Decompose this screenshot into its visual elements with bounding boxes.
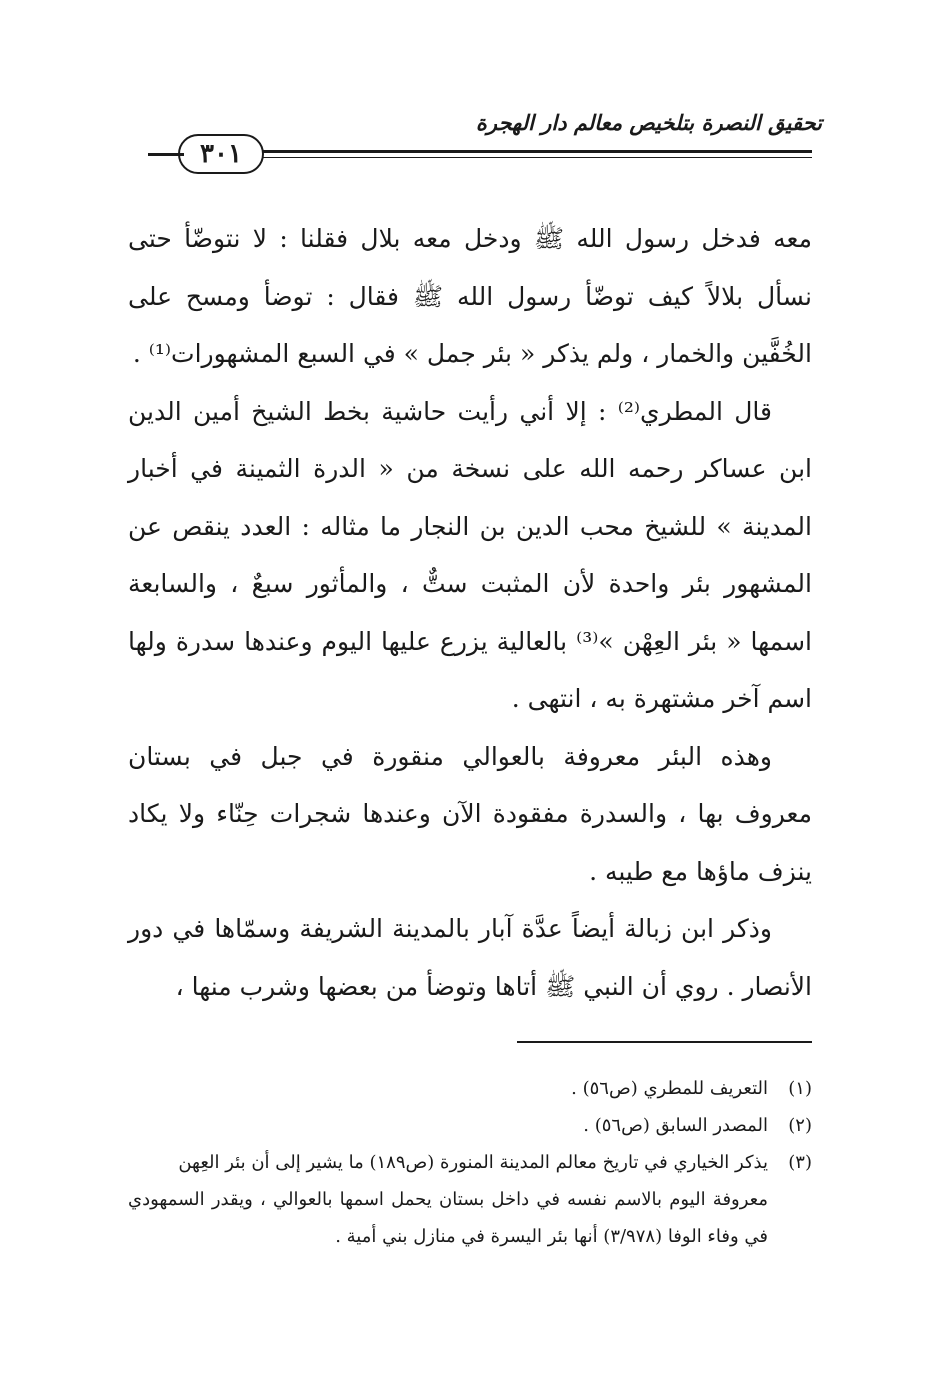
footnote-text: المصدر السابق (ص٥٦) .	[583, 1115, 768, 1136]
paragraph: قال المطري⁽²⁾ : إلا أني رأيت حاشية بخط الشيخ أمين الدين ابن عساكر رحمه الله على نسخة من « الدرة الثمينة في أخبار المدينة » للشيخ محب الدين بن النجار ما مثاله : العدد ينقص عن المشهور بئر واحدة لأن المثبت ستٌّ ، والمأثور سبعٌ ، والسابعة اسمها « بئر العِهْن »⁽³⁾ بالعالية يزرع عليها اليوم وعندها سدرة ولها اسم آخر مشتهرة به ، انتهى .	[128, 396, 812, 713]
footnote	[128, 1144, 812, 1181]
footnote	[128, 1107, 812, 1144]
footnote-number: (٣)	[788, 1152, 812, 1173]
running-title: تحقيق النصرة بتلخيص معالم دار الهجرة	[475, 110, 822, 135]
paragraph: معه فدخل رسول الله ﷺ ودخل معه بلال فقلنا : لا نتوضّأ حتى نسأل بلالاً كيف توضّأ رسول الله ﷺ فقال : توضأ ومسح على الخُفَّين والخمار ، ولم يذكر « بئر جمل » في السبع المشهورات⁽¹⁾ .	[128, 224, 812, 368]
footnote-continuation: معروفة اليوم بالاسم نفسه في داخل بستان يحمل اسمها بالعوالي ، ويقدر السمهودي في وفاء الوفا (٣/٩٧٨) أنها بئر اليسرة في منازل بني أمية .	[128, 1189, 768, 1247]
paragraph: وذكر ابن زبالة أيضاً عدَّة آبار بالمدينة الشريفة وسمّاها في دور الأنصار . روي أن النبي ﷺ أتاها وتوضأ من بعضها وشرب منها ،	[128, 914, 812, 1001]
footnote-text: التعريف للمطري (ص٥٦) .	[571, 1078, 768, 1099]
header-rule	[262, 150, 812, 153]
footnotes	[128, 1070, 812, 1255]
footnote-separator	[517, 1041, 812, 1043]
footnote-number: (٢)	[788, 1115, 812, 1136]
footnote-number: (١)	[788, 1078, 812, 1099]
header-rule-thin	[262, 157, 812, 158]
footnote-text: يذكر الخياري في تاريخ معالم المدينة المنورة (ص١٨٩) ما يشير إلى أن بئر العِهن	[178, 1152, 768, 1173]
page-number: ٣٠١	[178, 134, 264, 174]
footnote	[128, 1070, 812, 1107]
body-text	[128, 210, 812, 1015]
paragraph: وهذه البئر معروفة بالعوالي منقورة في جبل في بستان معروف بها ، والسدرة مفقودة الآن وعندها شجرات حِنّاء ولا يكاد ينزف ماؤها مع طيبه .	[128, 741, 812, 886]
